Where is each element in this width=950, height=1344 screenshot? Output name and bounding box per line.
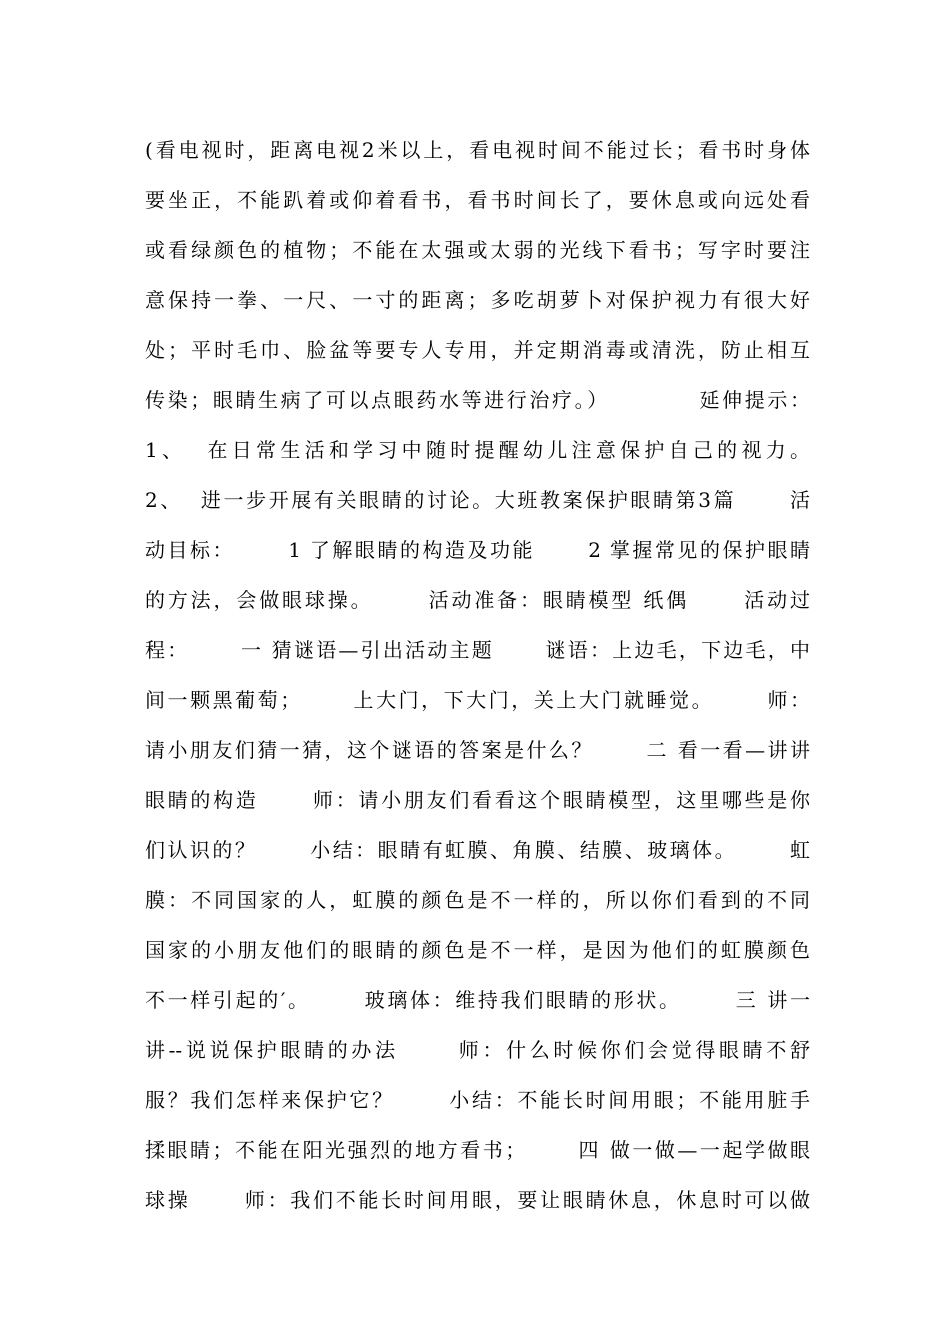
text-line: 揉眼睛；不能在阳光强烈的地方看书； 四 做一做—一起学做眼 (145, 1138, 810, 1162)
text-line: 球操 师：我们不能长时间用眼，要让眼睛休息，休息时可以做 (145, 1188, 810, 1212)
body-text (145, 130, 810, 1230)
text-line: 讲--说说保护眼睛的办法 师：什么时候你们会觉得眼睛不舒 (145, 1038, 810, 1062)
text-line: 间一颗黑葡萄； 上大门，下大门，关上大门就睡觉。 师： (145, 688, 810, 712)
text-line: 的方法，会做眼球操。 活动准备：眼睛模型 纸偶 活动过 (145, 588, 810, 612)
text-line: 意保持一拳、一尺、一寸的距离；多吃胡萝卜对保护视力有很大好 (145, 288, 810, 312)
text-line: (看电视时，距离电视2米以上，看电视时间不能过长；看书时身体 (145, 138, 810, 162)
text-line: 程： 一 猜谜语—引出活动主题 谜语：上边毛，下边毛，中 (145, 638, 810, 662)
text-line: 或看绿颜色的植物；不能在太强或太弱的光线下看书；写字时要注 (145, 238, 810, 262)
text-line: 服？我们怎样来保护它？ 小结：不能长时间用眼；不能用脏手 (145, 1088, 810, 1112)
text-line: 要坐正，不能趴着或仰着看书，看书时间长了，要休息或向远处看 (145, 188, 810, 212)
text-line: 1、 在日常生活和学习中随时提醒幼儿注意保护自己的视力。 (145, 438, 810, 462)
text-line: 们认识的？ 小结：眼睛有虹膜、角膜、结膜、玻璃体。 虹 (145, 838, 810, 862)
text-line: 动目标： 1 了解眼睛的构造及功能 2 掌握常见的保护眼睛 (145, 538, 810, 562)
text-line: 2、 进一步开展有关眼睛的讨论。大班教案保护眼睛第3篇 活 (145, 488, 810, 512)
text-line: 膜：不同国家的人，虹膜的颜色是不一样的，所以你们看到的不同 (145, 888, 810, 912)
text-line: 眼睛的构造 师：请小朋友们看看这个眼睛模型，这里哪些是你 (145, 788, 810, 812)
text-line: 不一样引起的′。 玻璃体：维持我们眼睛的形状。 三 讲一 (145, 988, 810, 1012)
text-line: 处；平时毛巾、脸盆等要专人专用，并定期消毒或清洗，防止相互 (145, 338, 810, 362)
text-line: 国家的小朋友他们的眼睛的颜色是不一样，是因为他们的虹膜颜色 (145, 938, 810, 962)
text-line: 传染；眼睛生病了可以点眼药水等进行治疗。） 延伸提示： (145, 388, 810, 412)
text-line: 请小朋友们猜一猜，这个谜语的答案是什么？ 二 看一看—讲讲 (145, 738, 810, 762)
